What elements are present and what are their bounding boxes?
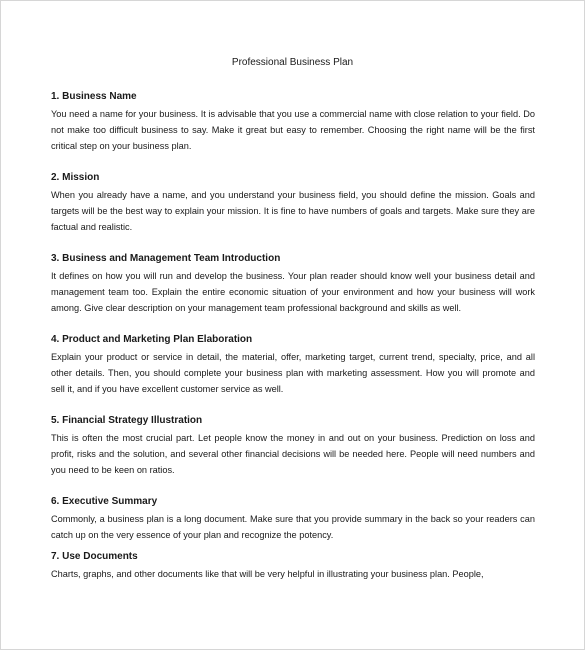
section-heading: 4. Product and Marketing Plan Elaboration bbox=[51, 334, 253, 345]
section-business-management-team bbox=[51, 252, 535, 317]
section-heading: 1. Business Name bbox=[51, 91, 137, 102]
section-use-documents bbox=[51, 550, 535, 582]
section-heading: 7. Use Documents bbox=[51, 551, 138, 562]
section-heading: 3. Business and Management Team Introduction bbox=[51, 253, 281, 264]
section-body: When you already have a name, and you understand your business field, you should define the mission. Goals and targets will be the best way to explain your mission. It is fine to have numbers of goals and targets. Make sure they are factual and realistic. bbox=[51, 190, 535, 233]
section-product-marketing-plan bbox=[51, 333, 535, 398]
section-body: Explain your product or service in detail, the material, offer, marketing target, current trend, specialty, price, and all other details. Then, you should complete your business plan with marketing assessment. How you will promote and sell it, and if you have excellent customer service as well. bbox=[51, 352, 535, 395]
section-body: Commonly, a business plan is a long document. Make sure that you provide summary in the back so your readers can catch up on the very essence of your plan and recognize the potency. bbox=[51, 514, 535, 541]
section-heading: 5. Financial Strategy Illustration bbox=[51, 415, 203, 426]
section-heading: 2. Mission bbox=[51, 172, 100, 183]
section-financial-strategy bbox=[51, 414, 535, 479]
section-body: This is often the most crucial part. Let people know the money in and out on your business. Prediction on loss and profit, risks and the solution, and several other financial decisions will be needed here. People will need numbers and you need to be keen on ratios. bbox=[51, 433, 535, 476]
section-body: You need a name for your business. It is advisable that you use a commercial name with close relation to your field. Do not make too difficult business to say. Make it great but easy to remember. Choosing the right name will be the first critical step on your business plan. bbox=[51, 109, 535, 152]
section-business-name bbox=[51, 90, 535, 155]
document-title: Professional Business Plan bbox=[231, 57, 354, 68]
section-mission bbox=[51, 171, 535, 236]
section-body: It defines on how you will run and develop the business. Your plan reader should know well your business detail and management team too. Explain the entire economic situation of your environment and how your business will work among. Give clear description on your management team professional background and skills as well. bbox=[51, 271, 535, 314]
section-body: Charts, graphs, and other documents like that will be very helpful in illustrating your business plan. People, bbox=[51, 569, 484, 579]
section-executive-summary bbox=[51, 495, 535, 543]
section-heading: 6. Executive Summary bbox=[51, 496, 158, 507]
